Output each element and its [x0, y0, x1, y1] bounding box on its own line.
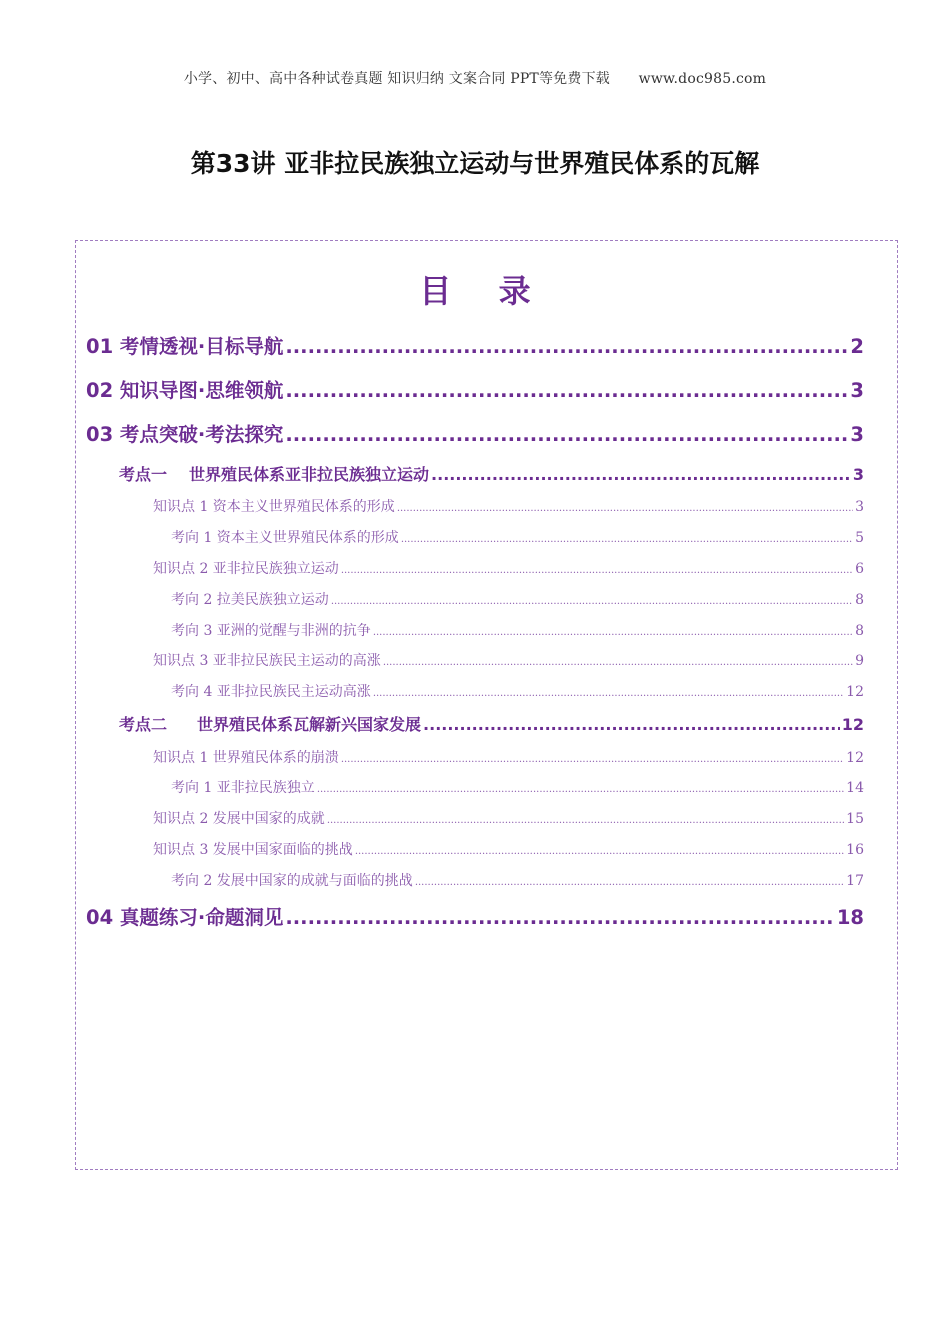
toc-leader-dots: [285, 423, 848, 446]
toc-leader-dots: [383, 657, 853, 668]
toc-page-number: 3: [852, 465, 864, 484]
toc-entry-label: 03 考点突破·考法探究: [86, 423, 284, 446]
toc-entry-label: 考向 1 资本主义世界殖民体系的形成: [171, 530, 399, 546]
toc-page-number: 14: [846, 780, 864, 796]
toc-entry-kaodian-2[interactable]: [119, 712, 864, 735]
toc-entry-label: 知识点 1 资本主义世界殖民体系的形成: [153, 499, 395, 515]
toc-leader-dots: [373, 688, 844, 699]
toc-leader-dots: [285, 906, 835, 929]
toc-entry-section-04[interactable]: [86, 902, 864, 930]
toc-entry-label: 知识点 3 亚非拉民族民主运动的高涨: [153, 653, 381, 669]
toc-entry-label: 考点一 世界殖民体系亚非拉民族独立运动: [119, 465, 430, 484]
toc-leader-dots: [285, 335, 848, 358]
toc-entry-zhishidian[interactable]: [153, 808, 864, 828]
toc-page-number: 18: [836, 906, 864, 929]
toc-entry-kaoxiang[interactable]: [171, 870, 864, 890]
toc-page-number: 5: [855, 530, 864, 546]
toc-entry-label: 考向 1 亚非拉民族独立: [171, 780, 315, 796]
toc-entry-label: 考向 4 亚非拉民族民主运动高涨: [171, 684, 371, 700]
toc-page-number: 12: [846, 684, 864, 700]
header-text: 小学、初中、高中各种试卷真题 知识归纳 文案合同 PPT等免费下载: [183, 71, 610, 87]
toc-entry-label: 考点二 世界殖民体系瓦解新兴国家发展: [119, 715, 422, 734]
toc-entry-label: 知识点 2 发展中国家的成就: [153, 811, 325, 827]
toc-entry-section-03[interactable]: [86, 419, 864, 447]
toc-entry-zhishidian[interactable]: [153, 839, 864, 859]
header-site-link[interactable]: www.doc985.com: [638, 71, 767, 87]
toc-page-number: 15: [846, 811, 864, 827]
toc-entry-zhishidian[interactable]: [153, 496, 864, 516]
toc-page-number: 12: [846, 750, 864, 766]
toc-page-number: 3: [850, 379, 864, 402]
toc-leader-dots: [341, 565, 853, 576]
toc-entry-label: 知识点 1 世界殖民体系的崩溃: [153, 750, 339, 766]
toc-entry-section-01[interactable]: [86, 331, 864, 359]
toc-entry-kaoxiang[interactable]: [171, 589, 864, 609]
toc-page-number: 3: [855, 499, 864, 515]
toc-entry-zhishidian[interactable]: [153, 558, 864, 578]
toc-leader-dots: [341, 754, 844, 765]
toc-leader-dots: [285, 379, 848, 402]
toc-entry-label: 考向 3 亚洲的觉醒与非洲的抗争: [171, 623, 371, 639]
toc-page-number: 8: [855, 623, 864, 639]
toc-entry-zhishidian[interactable]: [153, 650, 864, 670]
toc-leader-dots: [401, 534, 853, 545]
toc-leader-dots: [415, 877, 844, 888]
toc-leader-dots: [317, 784, 844, 795]
toc-entry-zhishidian[interactable]: [153, 747, 864, 767]
page-header: [0, 68, 950, 88]
toc-leader-dots: [373, 627, 853, 638]
toc-entry-kaoxiang[interactable]: [171, 777, 864, 797]
toc-entry-kaoxiang[interactable]: [171, 527, 864, 547]
toc-entry-section-02[interactable]: [86, 375, 864, 403]
toc-entry-label: 04 真题练习·命题洞见: [86, 906, 284, 929]
toc-page-number: 17: [846, 873, 864, 889]
toc-page-number: 16: [846, 842, 864, 858]
toc-page-number: 2: [850, 335, 864, 358]
toc-page-number: 6: [855, 561, 864, 577]
toc-entry-label: 知识点 2 亚非拉民族独立运动: [153, 561, 339, 577]
toc-page-number: 8: [855, 592, 864, 608]
toc-leader-dots: [397, 503, 853, 514]
toc-leader-dots: [331, 596, 853, 607]
document-title: 第33讲 亚非拉民族独立运动与世界殖民体系的瓦解: [190, 149, 760, 178]
toc-entry-label: 02 知识导图·思维领航: [86, 379, 284, 402]
toc-entry-label: 知识点 3 发展中国家面临的挑战: [153, 842, 353, 858]
toc-entry-kaoxiang[interactable]: [171, 620, 864, 640]
toc-entry-kaodian-1[interactable]: [119, 462, 864, 485]
toc-leader-dots: [327, 815, 844, 826]
toc-entry-kaoxiang[interactable]: [171, 681, 864, 701]
toc-title: 目 录: [419, 272, 549, 310]
toc-leader-dots: [431, 465, 851, 484]
toc-leader-dots: [423, 715, 840, 734]
toc-page-number: 9: [855, 653, 864, 669]
toc-page-number: 3: [850, 423, 864, 446]
toc-page-number: 12: [841, 715, 864, 734]
toc-leader-dots: [355, 846, 844, 857]
toc-entry-label: 考向 2 发展中国家的成就与面临的挑战: [171, 873, 413, 889]
toc-entry-label: 考向 2 拉美民族独立运动: [171, 592, 329, 608]
toc-entry-label: 01 考情透视·目标导航: [86, 335, 284, 358]
